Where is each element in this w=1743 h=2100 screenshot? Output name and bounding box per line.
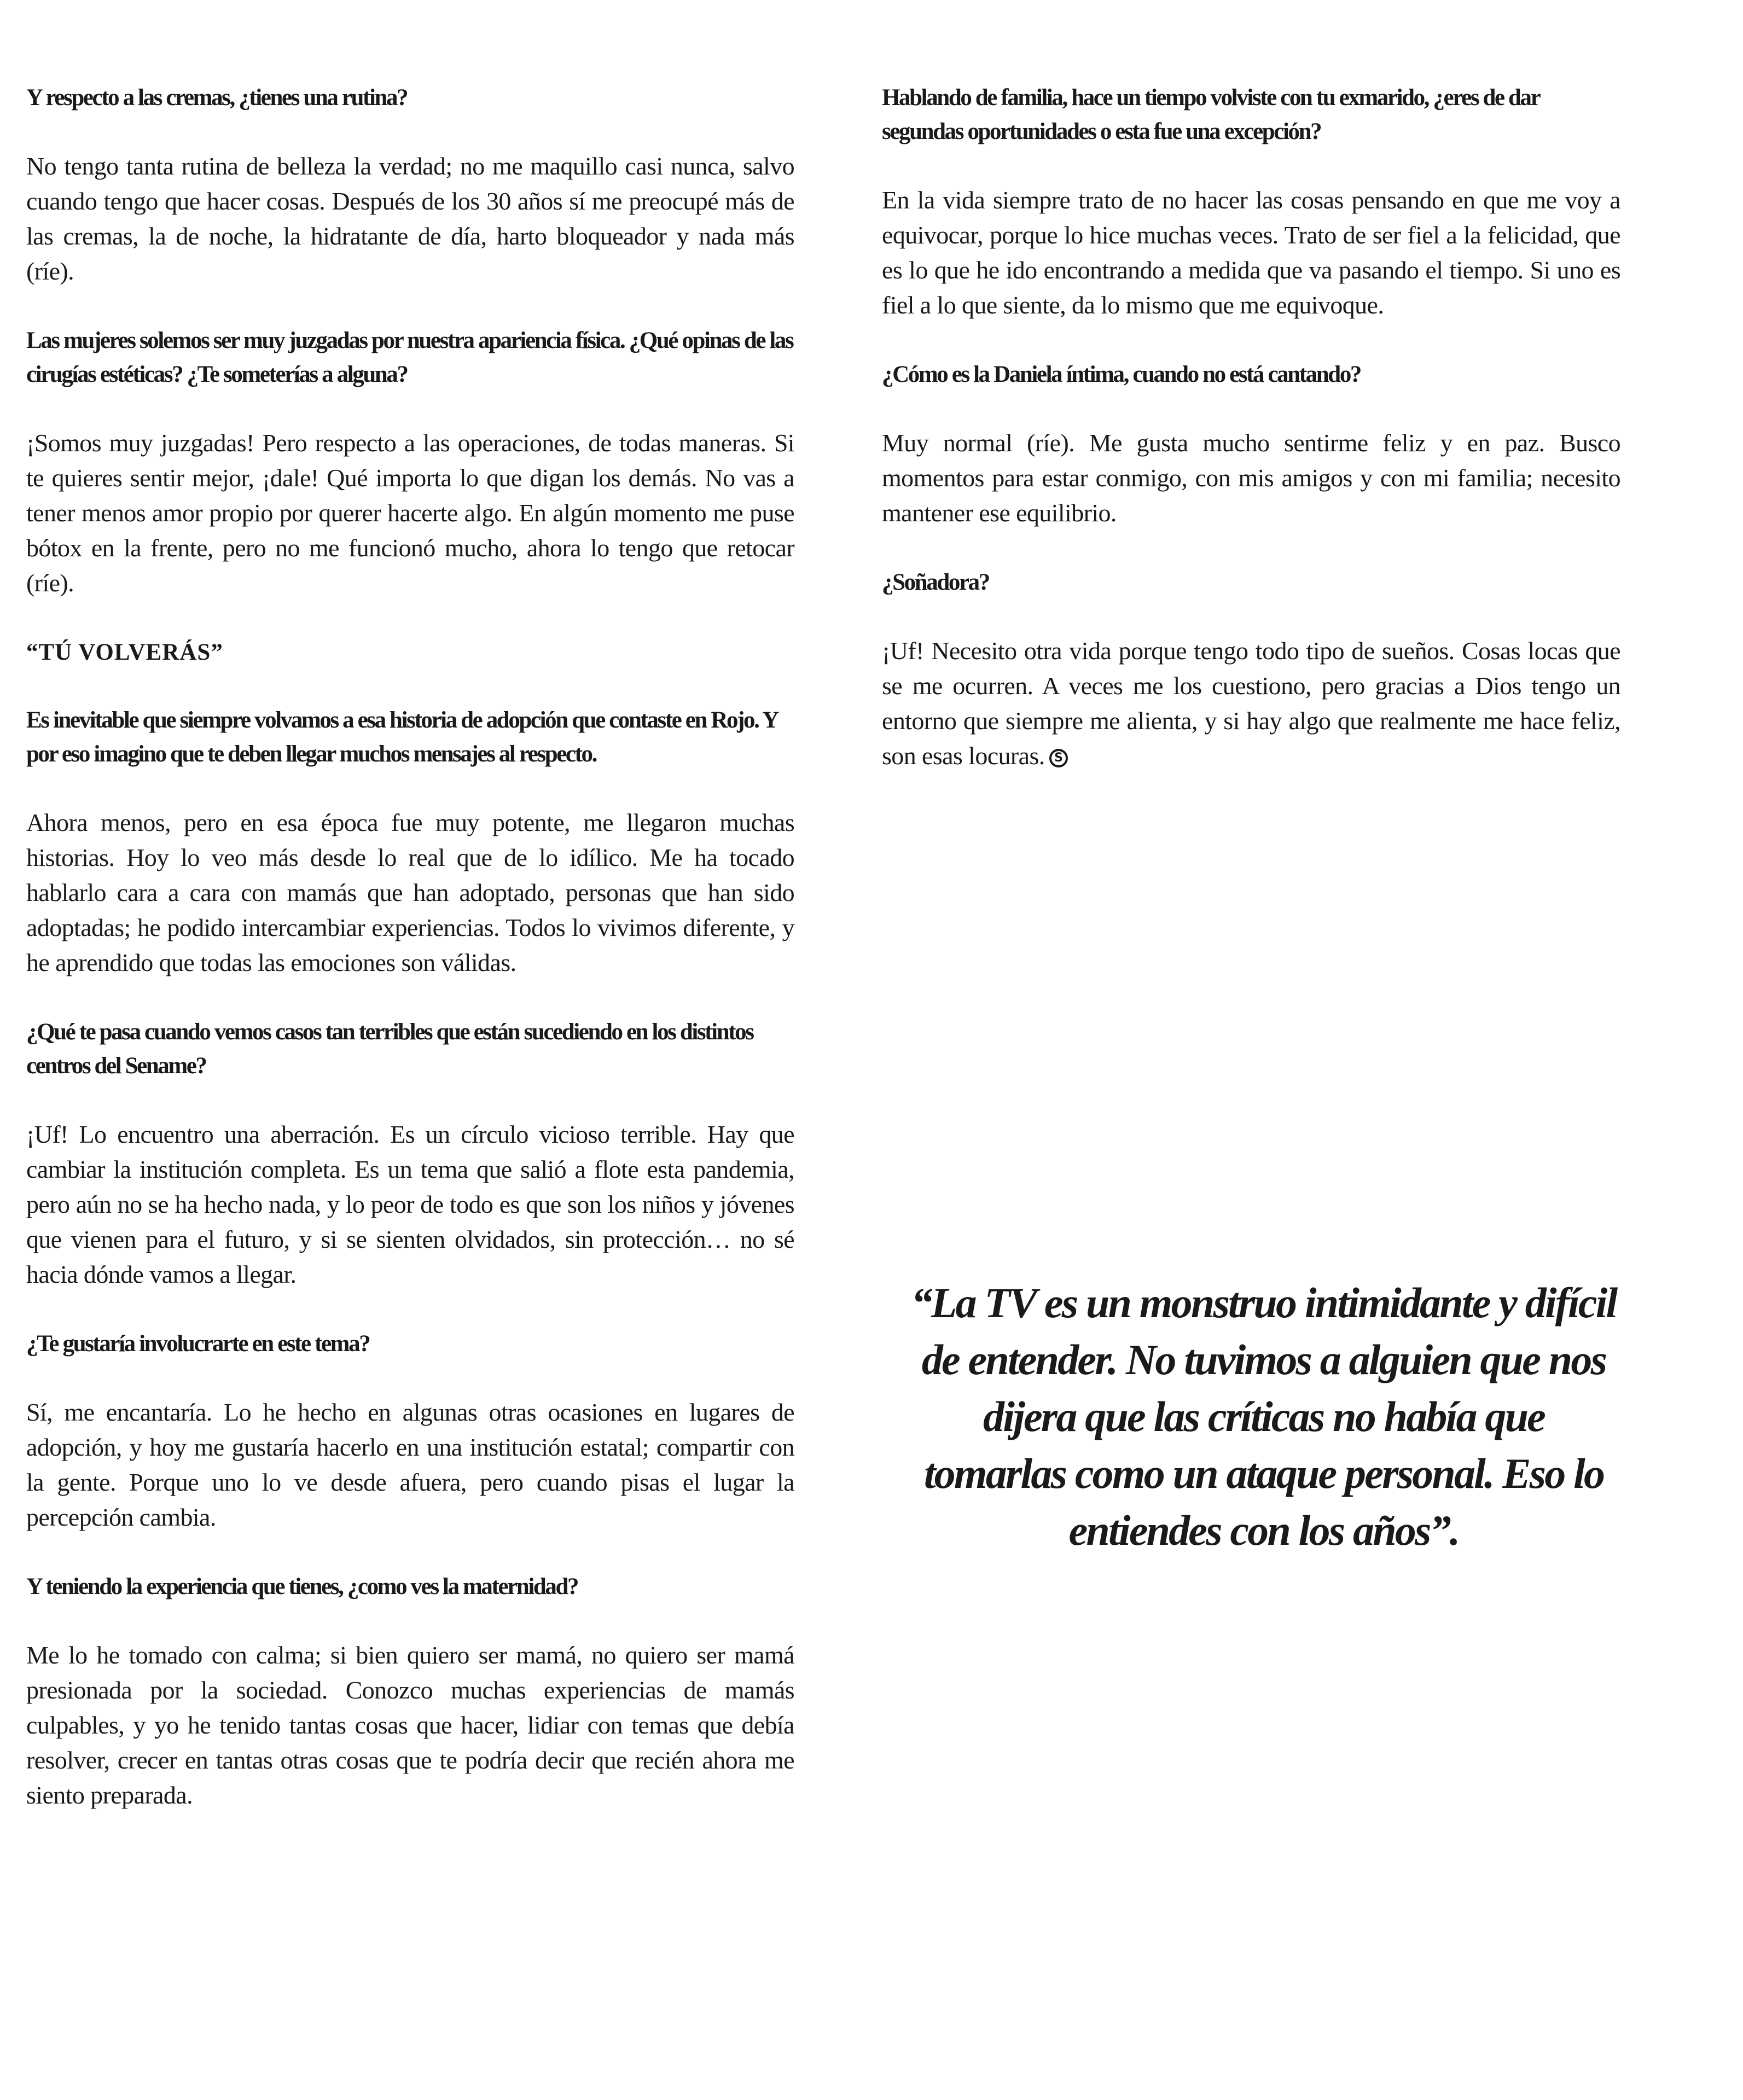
question-sonadora: ¿Soñadora? bbox=[882, 569, 989, 595]
question-daniela-intima: ¿Cómo es la Daniela íntima, cuando no está cantando? bbox=[882, 362, 1361, 387]
answer-daniela-intima: Muy normal (ríe). Me gusta mucho sentirme feliz y en paz. Busco momentos para estar conmigo, con mis amigos y con mi familia; necesito mantener ese equilibrio. bbox=[882, 429, 1620, 527]
answer-adopcion: Ahora menos, pero en esa época fue muy potente, me llegaron muchas historias. Hoy lo veo más desde lo real que de lo idílico. Me ha tocado hablarlo cara a cara con mamás que han adoptado, personas que han sido adoptadas; he podido intercambiar experiencias. Todos lo vivimos diferente, y he aprendido que todas las emociones son válidas. bbox=[26, 808, 794, 976]
answer-involucrarte: Sí, me encantaría. Lo he hecho en algunas otras ocasiones en lugares de adopción, y hoy me gustaría hacerlo en una institución estatal; compartir con la gente. Porque uno lo ve desde afuera, pero cuando pisas el lugar la percepción cambia. bbox=[26, 1398, 794, 1531]
question-cirugias: Las mujeres solemos ser muy juzgadas por nuestra apariencia física. ¿Qué opinas de las cirugías estéticas? ¿Te someterías a alguna? bbox=[26, 328, 793, 387]
answer-sename: ¡Uf! Lo encuentro una aberración. Es un círculo vicioso terrible. Hay que cambiar la institución completa. Es un tema que salió a flote esta pandemia, pero aún no se ha hecho nada, y lo peor de todo es que son los niños y jóvenes que vienen para el futuro, y si se sienten olvidados, sin protección… no sé hacia dónde vamos a llegar. bbox=[26, 1120, 794, 1288]
answer-sonadora bbox=[882, 633, 1620, 773]
answer-maternidad: Me lo he tomado con calma; si bien quiero ser mamá, no quiero ser mamá presionada por la sociedad. Conozco muchas experiencias de mamás culpables, y yo he tenido tantas cosas que hacer, lidiar con temas que debía resolver, crecer en tantas otras cosas que te podría decir que recién ahora me siento preparada. bbox=[26, 1641, 794, 1809]
answer-segundas-oportunidades: En la vida siempre trato de no hacer las cosas pensando en que me voy a equivocar, porque lo hice muchas veces. Trato de ser fiel a la felicidad, que es lo que he ido encontrando a medida que va pasando el tiempo. Si uno es fiel a lo que siente, da lo mismo que me equivoque. bbox=[882, 186, 1620, 319]
left-column bbox=[26, 81, 794, 1848]
end-mark-icon: S bbox=[1049, 749, 1068, 767]
pull-quote: “La TV es un monstruo intimidante y difícil de entender. No tuvimos a alguien que nos dijera que las críticas no había que tomarlas como un ataque personal. Eso lo entiendes con los años”. bbox=[911, 1279, 1617, 1554]
answer-sonadora-text: ¡Uf! Necesito otra vida porque tengo todo tipo de sueños. Cosas locas que se me ocurren. A veces me los cuestiono, pero gracias a Dios tengo un entorno que siempre me alienta, y si hay algo que realmente me hace feliz, son esas locuras. bbox=[882, 637, 1620, 770]
answer-cremas: No tengo tanta rutina de belleza la verdad; no me maquillo casi nunca, salvo cuando tengo que hacer cosas. Después de los 30 años sí me preocupé más de las cremas, la de noche, la hidratante de día, harto bloqueador y nada más (ríe). bbox=[26, 152, 794, 285]
answer-cirugias: ¡Somos muy juzgadas! Pero respecto a las operaciones, de todas maneras. Si te quieres sentir mejor, ¡dale! Qué importa lo que digan los demás. No vas a tener menos amor propio por querer hacerte algo. En algún momento me puse bótox en la frente, pero no me funcionó mucho, ahora lo tengo que retocar (ríe). bbox=[26, 429, 794, 597]
question-cremas: Y respecto a las cremas, ¿tienes una rutina? bbox=[26, 85, 408, 110]
question-maternidad: Y teniendo la experiencia que tienes, ¿como ves la maternidad? bbox=[26, 1574, 578, 1599]
section-title: “TÚ VOLVERÁS” bbox=[26, 639, 223, 665]
question-sename: ¿Qué te pasa cuando vemos casos tan terribles que están sucediendo en los distintos centros del Sename? bbox=[26, 1019, 753, 1079]
question-involucrarte: ¿Te gustaría involucrarte en este tema? bbox=[26, 1331, 370, 1357]
right-column bbox=[882, 81, 1620, 808]
question-segundas-oportunidades: Hablando de familia, hace un tiempo volviste con tu exmarido, ¿eres de dar segundas oportunidades o esta fue una excepción? bbox=[882, 85, 1539, 144]
question-adopcion: Es inevitable que siempre volvamos a esa historia de adopción que contaste en Rojo. Y por eso imagino que te deben llegar muchos mensajes al respecto. bbox=[26, 707, 777, 767]
